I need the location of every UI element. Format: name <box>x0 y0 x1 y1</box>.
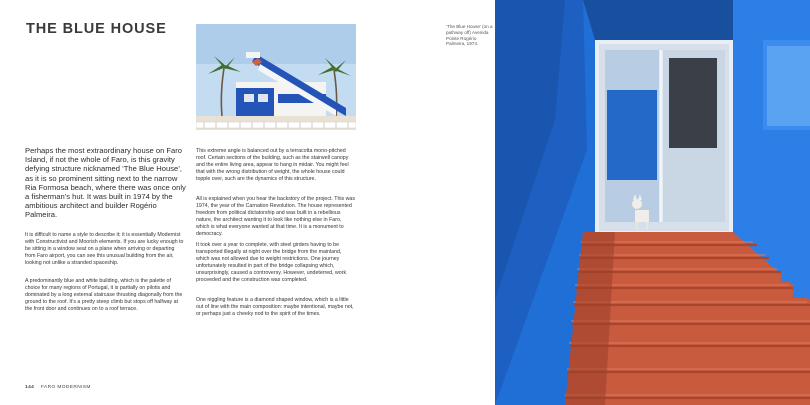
body-paragraph: One niggling feature is a diamond shaped window, which is a little out of line with the main composition: maybe intentional, maybe not, or perhaps just a cheeky nod to the spirit of the times. <box>196 297 354 318</box>
body-paragraph: This extreme angle is balanced out by a terracotta mono-pitched roof. Certain sections of the building, such as the stairwell canopy and the entire living area, appear to hang in midair. You might feel that with the wrong distribution of weight, the whole house could topple over, such are the dynamics of this structure. <box>196 148 349 183</box>
body-paragraph: All is explained when you hear the backstory of the project. This was 1974, the year of the Carnation Revolution. The house represented freedom from political dictatorship and was built in a rebellious nature, the architect wanting it to look like nothing else in Faro, which is what everyone wanted at that time. It is a monument to democracy. <box>196 196 355 238</box>
page-footer <box>25 385 91 390</box>
photo-caption: ‘The Blue House’ (on a pathway off) Avenida Pointe Rogério Palmeira, 1974. <box>446 24 493 47</box>
section-name: FARO MODERNISM <box>40 385 91 390</box>
body-paragraph: A predominantly blue and white building, which is the palette of choice for many regions of Portugal, it is partially on pilotis and dominated by a long external staircase thrusting diagonally from the ground to the roof. It’s a pretty steep climb but stops off halfway at the front door and continues on to a roof terrace. <box>25 278 183 313</box>
page-number: 144 <box>25 385 35 390</box>
blue-house-photo <box>196 24 356 130</box>
body-paragraph: It took over a year to complete, with steel girders having to be transported illegally at night over the bridge from the mainland, which was not allowed due to weight restrictions. One journey unfortunately resulted in part of the bridge collapsing which, unsurprisingly, caused a controversy. However, undeterred, work proceeded and the construction was completed. <box>196 242 347 284</box>
intro-paragraph: Perhaps the most extraordinary house on Faro Island, if not the whole of Faro, is this gravity defying structure nicknamed ‘The Blue House’, as it is so prominent sitting next to the narrow Ria Formosa beach, where there was once only a fisherman’s hut. It was built in 1974 by the ambitious architect and builder Rogério Palmeira. <box>25 146 186 220</box>
body-paragraph: It is difficult to name a style to describe it; it is essentially Modernist with Constructivist and Moorish elements. If you are lucky enough to be sitting in a window seat on a plane when arriving or departing from Faro airport, you can see this unusual building from the air, looking not unlike a stranded spaceship. <box>25 232 184 267</box>
blue-stairs-photo <box>495 0 810 405</box>
page-title: THE BLUE HOUSE <box>26 21 167 37</box>
